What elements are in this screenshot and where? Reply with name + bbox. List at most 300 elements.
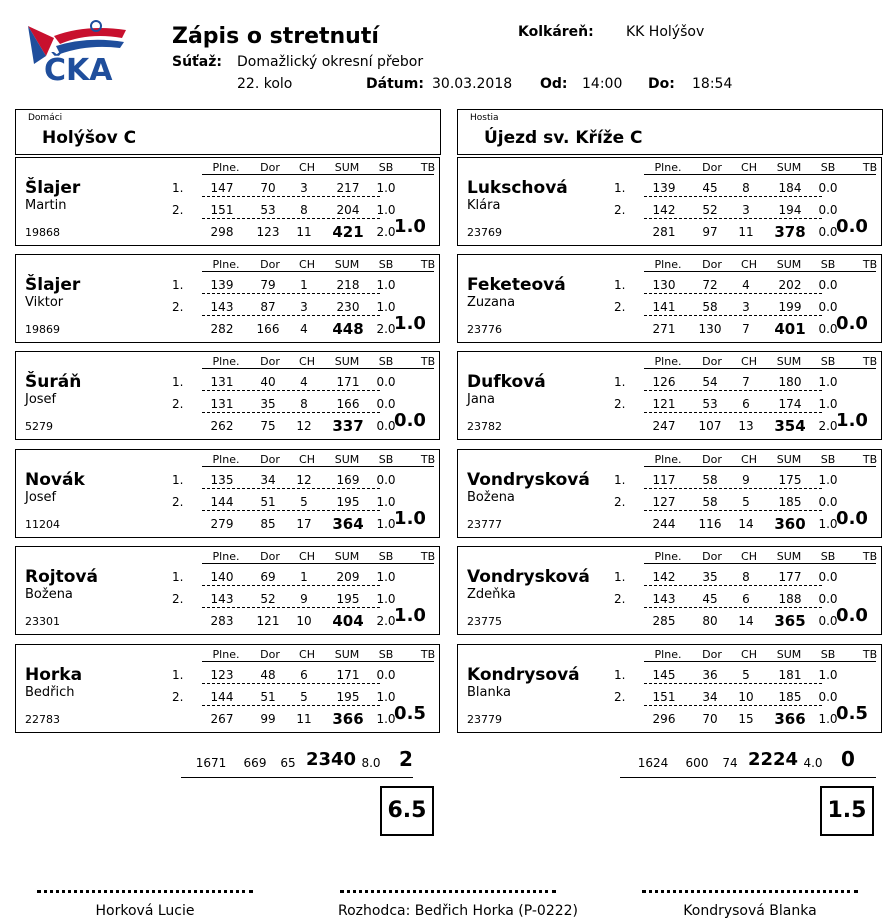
end-time-value: 18:54: [692, 76, 733, 92]
round1-value: 1: [300, 278, 308, 292]
round1-value: 72: [702, 278, 718, 292]
dashed-rule: [644, 315, 822, 316]
round2-value: 52: [260, 592, 276, 606]
round1-value: 7: [742, 375, 750, 389]
total-value: 298: [210, 225, 234, 239]
total-value: 11: [738, 225, 754, 239]
player-registration: 22783: [25, 713, 60, 726]
home-player-card: [15, 644, 440, 733]
dashed-rule: [644, 607, 822, 608]
total-value: 282: [210, 322, 234, 336]
player-registration: 5279: [25, 420, 53, 433]
column-header: CH: [741, 258, 757, 271]
team-points: 0.5: [836, 703, 868, 724]
home-totals-row: [15, 746, 439, 776]
round2-value: 10: [738, 690, 754, 704]
round2-value: 143: [210, 592, 234, 606]
away-totals-row: [457, 746, 881, 776]
dashed-rule: [644, 293, 822, 294]
total-value: 121: [256, 614, 280, 628]
dashed-rule: [644, 488, 822, 489]
away-player-card: [457, 157, 882, 246]
dashed-rule: [644, 412, 822, 413]
round2-value: 0.0: [818, 495, 838, 509]
column-header: Dor: [260, 258, 280, 271]
column-header: SUM: [776, 355, 802, 368]
total-value: 11: [296, 225, 312, 239]
total-value: 85: [260, 517, 276, 531]
round2-value: 53: [260, 203, 276, 217]
total-value: 281: [652, 225, 676, 239]
column-header: SB: [378, 258, 394, 271]
column-header: Dor: [702, 258, 722, 271]
player-first-name: Martin: [25, 198, 67, 213]
total-value: 13: [738, 419, 754, 433]
home-signature-name: Horková Lucie: [95, 903, 195, 919]
column-header: Plne.: [654, 258, 682, 271]
round1-value: 5: [742, 668, 750, 682]
referee-signature-name: Rozhodca: Bedřich Horka (P-0222): [337, 903, 579, 919]
column-header: SUM: [334, 648, 360, 661]
player-surname: Horka: [25, 665, 83, 685]
round2-value: 142: [652, 203, 676, 217]
start-time-value: 14:00: [582, 76, 623, 92]
round2-value: 121: [652, 397, 676, 411]
total-value: 2.0: [376, 614, 396, 628]
column-header: TB: [862, 648, 878, 661]
round2-value: 199: [778, 300, 802, 314]
round2-value: 5: [300, 495, 308, 509]
round1-value: 130: [652, 278, 676, 292]
away-caption: Hostia: [470, 113, 499, 123]
player-surname: Kondrysová: [467, 665, 580, 685]
round2-value: 8: [300, 203, 308, 217]
player-first-name: Bedřich: [25, 685, 75, 700]
round1-value: 48: [260, 668, 276, 682]
column-header: Plne.: [654, 453, 682, 466]
total-value: 404: [332, 612, 364, 630]
round2-value: 151: [652, 690, 676, 704]
player-first-name: Zdeňka: [467, 587, 516, 602]
round1-value: 45: [702, 181, 718, 195]
player-surname: Lukschová: [467, 178, 568, 198]
away-total-sb: 4.0: [803, 756, 823, 770]
round1-value: 171: [336, 668, 360, 682]
round2-value: 144: [210, 495, 234, 509]
round-number: 2.: [614, 300, 626, 314]
round2-value: 1.0: [376, 203, 396, 217]
away-total-points: 0: [841, 747, 855, 771]
round2-value: 5: [300, 690, 308, 704]
away-team-box: [457, 109, 883, 155]
column-header: TB: [862, 453, 878, 466]
home-total-dor: 669: [243, 756, 267, 770]
column-header: SB: [378, 648, 394, 661]
total-value: 1.0: [818, 517, 838, 531]
round1-value: 70: [260, 181, 276, 195]
dashed-rule: [644, 196, 822, 197]
player-registration: 23301: [25, 615, 60, 628]
header-rule: [644, 563, 876, 564]
dashed-rule: [202, 585, 380, 586]
dashed-rule: [202, 607, 380, 608]
away-totals-line: [620, 777, 876, 778]
column-header: SUM: [334, 550, 360, 563]
team-points: 1.0: [394, 605, 426, 626]
round1-value: 79: [260, 278, 276, 292]
end-time-label: Do:: [648, 76, 675, 92]
total-value: 421: [332, 223, 364, 241]
round1-value: 180: [778, 375, 802, 389]
header-rule: [644, 174, 876, 175]
player-registration: 23769: [467, 226, 502, 239]
round1-value: 3: [300, 181, 308, 195]
round2-value: 34: [702, 690, 718, 704]
away-signature-line: [642, 890, 858, 893]
round2-value: 1.0: [376, 300, 396, 314]
home-player-card: [15, 546, 440, 635]
dashed-rule: [644, 390, 822, 391]
total-value: 2.0: [376, 225, 396, 239]
round1-value: 202: [778, 278, 802, 292]
dashed-rule: [202, 683, 380, 684]
round2-value: 0.0: [818, 592, 838, 606]
column-header: Dor: [260, 453, 280, 466]
away-total-sum: 2224: [747, 749, 799, 770]
round2-value: 51: [260, 495, 276, 509]
round1-value: 126: [652, 375, 676, 389]
total-value: 130: [698, 322, 722, 336]
dashed-rule: [644, 510, 822, 511]
player-surname: Vondrysková: [467, 470, 590, 490]
round2-value: 188: [778, 592, 802, 606]
round1-value: 0.0: [376, 668, 396, 682]
column-header: TB: [420, 355, 436, 368]
round1-value: 54: [702, 375, 718, 389]
column-header: SB: [820, 355, 836, 368]
dashed-rule: [202, 390, 380, 391]
round2-value: 230: [336, 300, 360, 314]
league-value: Domažlický okresní přebor: [237, 54, 424, 70]
column-header: SUM: [776, 453, 802, 466]
total-value: 17: [296, 517, 312, 531]
referee-signature-line: [340, 890, 556, 893]
player-registration: 11204: [25, 518, 60, 531]
away-player-card: [457, 351, 882, 440]
round1-value: 140: [210, 570, 234, 584]
round1-value: 181: [778, 668, 802, 682]
home-total-sb: 8.0: [361, 756, 381, 770]
column-header: Dor: [702, 453, 722, 466]
round2-value: 3: [742, 300, 750, 314]
dashed-rule: [202, 218, 380, 219]
column-header: CH: [299, 258, 315, 271]
column-header: SB: [378, 355, 394, 368]
total-value: 279: [210, 517, 234, 531]
round2-value: 0.0: [818, 300, 838, 314]
round1-value: 69: [260, 570, 276, 584]
home-total-sum: 2340: [305, 749, 357, 770]
total-value: 80: [702, 614, 718, 628]
player-first-name: Viktor: [25, 295, 64, 310]
player-first-name: Božena: [25, 587, 73, 602]
away-player-card: [457, 644, 882, 733]
round-number: 1.: [614, 473, 626, 487]
column-header: Plne.: [212, 453, 240, 466]
column-header: CH: [299, 453, 315, 466]
column-header: Dor: [260, 648, 280, 661]
header-rule: [202, 661, 434, 662]
player-registration: 23777: [467, 518, 502, 531]
column-header: CH: [741, 550, 757, 563]
home-total-points: 2: [399, 747, 413, 771]
player-surname: Vondrysková: [467, 567, 590, 587]
column-header: SUM: [776, 258, 802, 271]
team-points: 0.5: [394, 703, 426, 724]
total-value: 271: [652, 322, 676, 336]
dashed-rule: [202, 510, 380, 511]
round2-value: 174: [778, 397, 802, 411]
team-points: 1.0: [394, 508, 426, 529]
total-value: 337: [332, 417, 364, 435]
round1-value: 0.0: [376, 375, 396, 389]
header-rule: [202, 563, 434, 564]
round2-value: 195: [336, 495, 360, 509]
round1-value: 139: [652, 181, 676, 195]
round-number: 1.: [614, 570, 626, 584]
round2-value: 141: [652, 300, 676, 314]
round2-value: 51: [260, 690, 276, 704]
column-header: CH: [299, 355, 315, 368]
round1-value: 8: [742, 181, 750, 195]
header-rule: [644, 368, 876, 369]
total-value: 262: [210, 419, 234, 433]
total-value: 116: [698, 517, 722, 531]
round2-value: 143: [210, 300, 234, 314]
team-points: 0.0: [836, 605, 868, 626]
round1-value: 1.0: [376, 570, 396, 584]
column-header: Plne.: [212, 648, 240, 661]
dashed-rule: [202, 196, 380, 197]
team-points: 0.0: [836, 508, 868, 529]
column-header: SB: [820, 258, 836, 271]
round1-value: 139: [210, 278, 234, 292]
round2-value: 3: [742, 203, 750, 217]
dashed-rule: [202, 705, 380, 706]
column-header: CH: [299, 550, 315, 563]
round-number: 1.: [172, 570, 184, 584]
total-value: 1.0: [818, 712, 838, 726]
svg-text:ČKA: ČKA: [44, 53, 113, 86]
start-time-label: Od:: [540, 76, 568, 92]
column-header: TB: [420, 648, 436, 661]
round-number: 2.: [614, 592, 626, 606]
total-value: 247: [652, 419, 676, 433]
round1-value: 217: [336, 181, 360, 195]
round-number: 2.: [172, 203, 184, 217]
round1-value: 147: [210, 181, 234, 195]
column-header: Plne.: [654, 161, 682, 174]
round-number: 2.: [614, 495, 626, 509]
column-header: Dor: [260, 355, 280, 368]
home-player-card: [15, 254, 440, 343]
column-header: CH: [741, 355, 757, 368]
round-number: 1.: [172, 473, 184, 487]
round1-value: 145: [652, 668, 676, 682]
total-value: 70: [702, 712, 718, 726]
round1-value: 1.0: [818, 668, 838, 682]
header-rule: [644, 466, 876, 467]
total-value: 0.0: [818, 614, 838, 628]
home-totals-line: [181, 777, 413, 778]
column-header: SUM: [776, 648, 802, 661]
round1-value: 35: [702, 570, 718, 584]
round2-value: 58: [702, 495, 718, 509]
home-player-card: [15, 157, 440, 246]
round2-value: 58: [702, 300, 718, 314]
round1-value: 0.0: [818, 278, 838, 292]
column-header: SUM: [334, 453, 360, 466]
column-header: Dor: [702, 355, 722, 368]
round2-value: 5: [742, 495, 750, 509]
column-header: Dor: [702, 648, 722, 661]
player-registration: 23782: [467, 420, 502, 433]
player-registration: 23779: [467, 713, 502, 726]
player-first-name: Josef: [25, 392, 57, 407]
round2-value: 143: [652, 592, 676, 606]
header-rule: [202, 174, 434, 175]
column-header: Plne.: [654, 550, 682, 563]
round1-value: 1.0: [818, 473, 838, 487]
total-value: 2.0: [376, 322, 396, 336]
round1-value: 171: [336, 375, 360, 389]
round-number: 1.: [172, 278, 184, 292]
header-rule: [202, 368, 434, 369]
column-header: CH: [299, 648, 315, 661]
round-number: 2.: [172, 397, 184, 411]
column-header: SB: [820, 648, 836, 661]
total-value: 0.0: [376, 419, 396, 433]
round2-value: 185: [778, 495, 802, 509]
round1-value: 1.0: [818, 375, 838, 389]
team-points: 1.0: [836, 410, 868, 431]
round2-value: 0.0: [818, 690, 838, 704]
column-header: Plne.: [212, 258, 240, 271]
total-value: 366: [774, 710, 806, 728]
round1-value: 34: [260, 473, 276, 487]
header-rule: [202, 466, 434, 467]
total-value: 283: [210, 614, 234, 628]
team-points: 1.0: [394, 313, 426, 334]
column-header: CH: [741, 648, 757, 661]
team-points: 0.0: [836, 313, 868, 334]
round-number: 2.: [614, 690, 626, 704]
dashed-rule: [644, 683, 822, 684]
total-value: 0.0: [818, 322, 838, 336]
home-player-card: [15, 351, 440, 440]
round2-value: 131: [210, 397, 234, 411]
column-header: Plne.: [212, 161, 240, 174]
home-total-ch: 65: [280, 756, 296, 770]
total-value: 401: [774, 320, 806, 338]
column-header: SUM: [776, 550, 802, 563]
player-registration: 23776: [467, 323, 502, 336]
total-value: 267: [210, 712, 234, 726]
round2-value: 195: [336, 690, 360, 704]
total-value: 15: [738, 712, 754, 726]
total-value: 14: [738, 614, 754, 628]
column-header: Dor: [260, 550, 280, 563]
total-value: 166: [256, 322, 280, 336]
round1-value: 9: [742, 473, 750, 487]
round-number: 1.: [614, 181, 626, 195]
home-total-plne: 1671: [195, 756, 227, 770]
dashed-rule: [644, 705, 822, 706]
away-total-plne: 1624: [637, 756, 669, 770]
header-rule: [202, 271, 434, 272]
column-header: SUM: [776, 161, 802, 174]
column-header: SUM: [334, 161, 360, 174]
column-header: SB: [378, 453, 394, 466]
round1-value: 4: [742, 278, 750, 292]
round1-value: 184: [778, 181, 802, 195]
round-number: 2.: [172, 300, 184, 314]
player-surname: Šlajer: [25, 178, 81, 198]
round-number: 2.: [172, 592, 184, 606]
column-header: SB: [378, 161, 394, 174]
round1-value: 117: [652, 473, 676, 487]
player-surname: Rojtová: [25, 567, 98, 587]
round-number: 1.: [614, 668, 626, 682]
round2-value: 0.0: [818, 203, 838, 217]
away-total-dor: 600: [685, 756, 709, 770]
round1-value: 58: [702, 473, 718, 487]
round2-value: 1.0: [376, 495, 396, 509]
column-header: TB: [862, 355, 878, 368]
round2-value: 87: [260, 300, 276, 314]
round2-value: 144: [210, 690, 234, 704]
total-value: 99: [260, 712, 276, 726]
total-value: 14: [738, 517, 754, 531]
player-surname: Novák: [25, 470, 85, 490]
venue-value: KK Holýšov: [626, 24, 705, 40]
header-rule: [644, 661, 876, 662]
round1-value: 40: [260, 375, 276, 389]
round2-value: 195: [336, 592, 360, 606]
dashed-rule: [644, 585, 822, 586]
player-registration: 19868: [25, 226, 60, 239]
team-points: 0.0: [394, 410, 426, 431]
column-header: TB: [420, 258, 436, 271]
round1-value: 0.0: [818, 181, 838, 195]
player-first-name: Klára: [467, 198, 501, 213]
round1-value: 142: [652, 570, 676, 584]
player-surname: Šuráň: [25, 372, 82, 392]
round-number: 2.: [172, 690, 184, 704]
away-signature-name: Kondrysová Blanka: [683, 903, 817, 919]
player-first-name: Zuzana: [467, 295, 516, 310]
column-header: Dor: [702, 550, 722, 563]
total-value: 107: [698, 419, 722, 433]
total-value: 296: [652, 712, 676, 726]
column-header: SUM: [334, 258, 360, 271]
dashed-rule: [202, 293, 380, 294]
dashed-rule: [202, 412, 380, 413]
total-value: 75: [260, 419, 276, 433]
total-value: 1.0: [376, 517, 396, 531]
round2-value: 35: [260, 397, 276, 411]
player-surname: Dufková: [467, 372, 546, 392]
